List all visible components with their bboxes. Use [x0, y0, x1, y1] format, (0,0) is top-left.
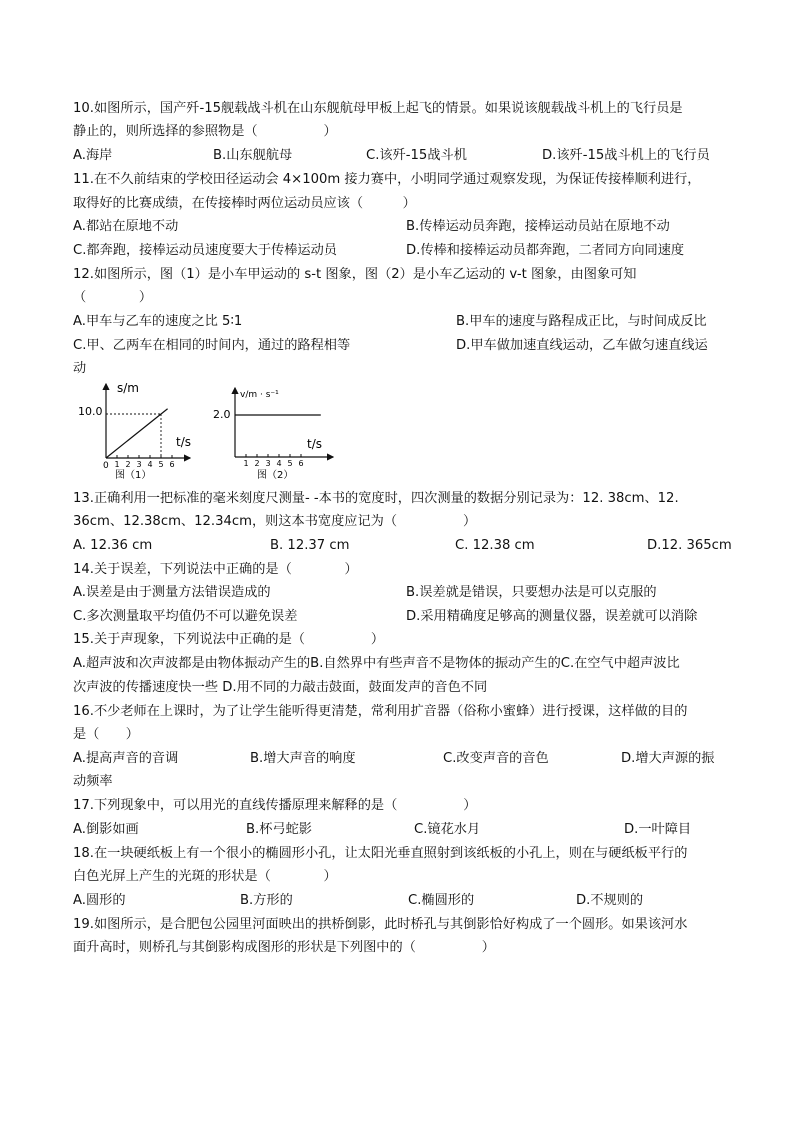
q19-stem-line1: 19.如图所示，是合肥包公园里河面映出的拱桥倒影，此时桥孔与其倒影恰好构成了一个圆形。如果该河水	[73, 917, 688, 932]
q12-stem-line1: 12.如图所示，图（1）是小车甲运动的 s-t 图象，图（2）是小车乙运动的 v-t 图象，由图象可知	[73, 267, 637, 282]
fig2-x-tick-label: 5	[287, 459, 293, 468]
q14-option-a: A.误差是由于测量方法错误造成的	[73, 585, 271, 600]
q16-stem-line1: 16.不少老师在上课时，为了让学生能听得更清楚，常利用扩音器（俗称小蜜蜂）进行授课，这样做的目的	[73, 704, 688, 719]
q16-option-d-wrap: 动频率	[73, 774, 113, 789]
q15-options-line1: A.超声波和次声波都是由物体振动产生的B.自然界中有些声音不是物体的振动产生的C.在空气中超声波比	[73, 656, 680, 671]
q10-option-a: A.海岸	[73, 148, 113, 163]
fig2-x-ticks	[244, 454, 304, 468]
q13-stem-line1: 13.正确利用一把标准的毫米刻度尺测量- -本书的宽度时，四次测量的数据分别记录为：12. 38cm、12.	[73, 491, 679, 506]
q16-stem-line2: 是（ ）	[73, 727, 139, 742]
fig1-x-tick-label: 4	[147, 460, 153, 469]
fig1-x-tick-label: 5	[158, 460, 164, 469]
q14-option-c: C.多次测量取平均值仍不可以避免误差	[73, 609, 298, 624]
q17-option-c: C.镜花水月	[414, 822, 481, 837]
fig1-y-label: s/m	[117, 381, 139, 395]
q13-option-c: C. 12.38 cm	[455, 538, 535, 553]
q11-options-row2	[73, 243, 723, 259]
q14-option-b: B.误差就是错误，只要想办法是可以克服的	[406, 585, 657, 600]
fig2-y-value-label: 2.0	[213, 408, 231, 421]
q17-option-d: D.一叶障目	[624, 822, 692, 837]
q18-option-c: C.椭圆形的	[408, 893, 475, 908]
q13-option-d: D.12. 365cm	[647, 538, 732, 553]
q12-option-d: D.甲车做加速直线运动，乙车做匀速直线运	[456, 338, 708, 353]
fig1-x-label: t/s	[176, 435, 191, 449]
q10-option-c: C.该歼-15战斗机	[366, 148, 467, 163]
q17-option-a: A.倒影如画	[73, 822, 139, 837]
q13-options	[73, 538, 732, 554]
q10-stem-line2: 静止的，则所选择的参照物是（ ）	[73, 124, 337, 139]
fig1-x-tick-label: 6	[169, 460, 175, 469]
fig1-x-ticks	[115, 455, 175, 469]
q18-stem-line1: 18.在一块硬纸板上有一个很小的椭圆形小孔，让太阳光垂直照射到该纸板的小孔上，则在与硬纸板平行的	[73, 846, 688, 861]
figure-2-vt-graph	[213, 385, 338, 480]
fig2-x-label: t/s	[307, 437, 322, 451]
q18-option-d: D.不规则的	[576, 893, 644, 908]
q12-options-row2	[73, 338, 723, 354]
fig1-x-tick-label: 1	[114, 460, 120, 469]
q18-option-a: A.圆形的	[73, 893, 126, 908]
q18-option-b: B.方形的	[240, 893, 293, 908]
q11-options-row1	[73, 219, 723, 235]
q14-stem: 14.关于误差，下列说法中正确的是（ ）	[73, 562, 358, 577]
fig1-data-line	[106, 409, 168, 458]
fig1-x-tick-label: 3	[136, 460, 142, 469]
q19-stem-line2: 面升高时，则桥孔与其倒影构成图形的形状是下列图中的（ ）	[73, 940, 495, 955]
q13-option-a: A. 12.36 cm	[73, 538, 153, 553]
q10-options	[73, 148, 723, 164]
fig1-caption: 图（1）	[115, 470, 152, 480]
q12-option-d-wrap: 动	[73, 361, 87, 376]
fig2-x-tick-label: 1	[243, 459, 249, 468]
q14-option-d: D.采用精确度足够高的测量仪器，误差就可以消除	[406, 609, 698, 624]
q16-option-a: A.提高声音的音调	[73, 751, 179, 766]
q17-stem: 17.下列现象中，可以用光的直线传播原理来解释的是（ ）	[73, 798, 477, 813]
q17-option-b: B.杯弓蛇影	[246, 822, 312, 837]
q15-options-line2: 次声波的传播速度快一些 D.用不同的力敲击鼓面，鼓面发声的音色不同	[73, 680, 488, 695]
q12-option-a: A.甲车与乙车的速度之比 5∶1	[73, 314, 243, 329]
q11-stem-line2: 取得好的比赛成绩，在传接棒时两位运动员应该（ ）	[73, 196, 416, 211]
q12-stem-line2: （ ）	[73, 290, 153, 305]
q17-options	[73, 822, 723, 838]
q10-option-b: B.山东舰航母	[213, 148, 293, 163]
q16-option-c: C.改变声音的音色	[443, 751, 549, 766]
q11-option-d: D.传棒和接棒运动员都奔跑，二者同方向同速度	[406, 243, 685, 258]
q11-option-a: A.都站在原地不动	[73, 219, 179, 234]
q16-option-d: D.增大声源的振	[621, 751, 715, 766]
fig2-x-tick-label: 2	[254, 459, 260, 468]
fig2-x-tick-label: 4	[276, 459, 282, 468]
q11-option-b: B.传棒运动员奔跑，接棒运动员站在原地不动	[406, 219, 670, 234]
fig2-x-tick-label: 6	[298, 459, 304, 468]
q18-options	[73, 893, 723, 909]
q10-option-d: D.该歼-15战斗机上的飞行员	[542, 148, 710, 163]
q11-option-c: C.都奔跑，接棒运动员速度要大于传棒运动员	[73, 243, 337, 258]
q18-stem-line2: 白色光屏上产生的光斑的形状是（ ）	[73, 869, 337, 884]
fig2-y-label: v/m · s⁻¹	[240, 390, 279, 400]
fig2-caption: 图（2）	[257, 470, 294, 480]
q11-stem-line1: 11.在不久前结束的学校田径运动会 4×100m 接力赛中，小明同学通过观察发现，为保证传接棒顺利进行，	[73, 172, 701, 187]
q16-options	[73, 751, 723, 767]
figure-1-st-graph	[73, 380, 193, 480]
q16-option-b: B.增大声音的响度	[250, 751, 356, 766]
fig1-x-tick-label: 2	[125, 460, 131, 469]
fig1-y-value-label: 10.0	[78, 405, 103, 418]
fig2-x-tick-label: 3	[265, 459, 271, 468]
q12-option-b: B.甲车的速度与路程成正比，与时间成反比	[456, 314, 707, 329]
q10-stem-line1: 10.如图所示，国产歼-15舰载战斗机在山东舰航母甲板上起飞的情景。如果说该舰载战斗机上的飞行员是	[73, 101, 683, 116]
q13-option-b: B. 12.37 cm	[270, 538, 350, 553]
q13-stem-line2: 36cm、12.38cm、12.34cm，则这本书宽度应记为（ ）	[73, 514, 477, 529]
q15-stem: 15.关于声现象，下列说法中正确的是（ ）	[73, 632, 385, 647]
q12-options-row1	[73, 314, 723, 330]
q14-options-row2	[73, 609, 723, 625]
q12-option-c: C.甲、乙两车在相同的时间内，通过的路程相等	[73, 338, 351, 353]
fig1-origin-label: 0	[103, 461, 109, 471]
q14-options-row1	[73, 585, 723, 601]
